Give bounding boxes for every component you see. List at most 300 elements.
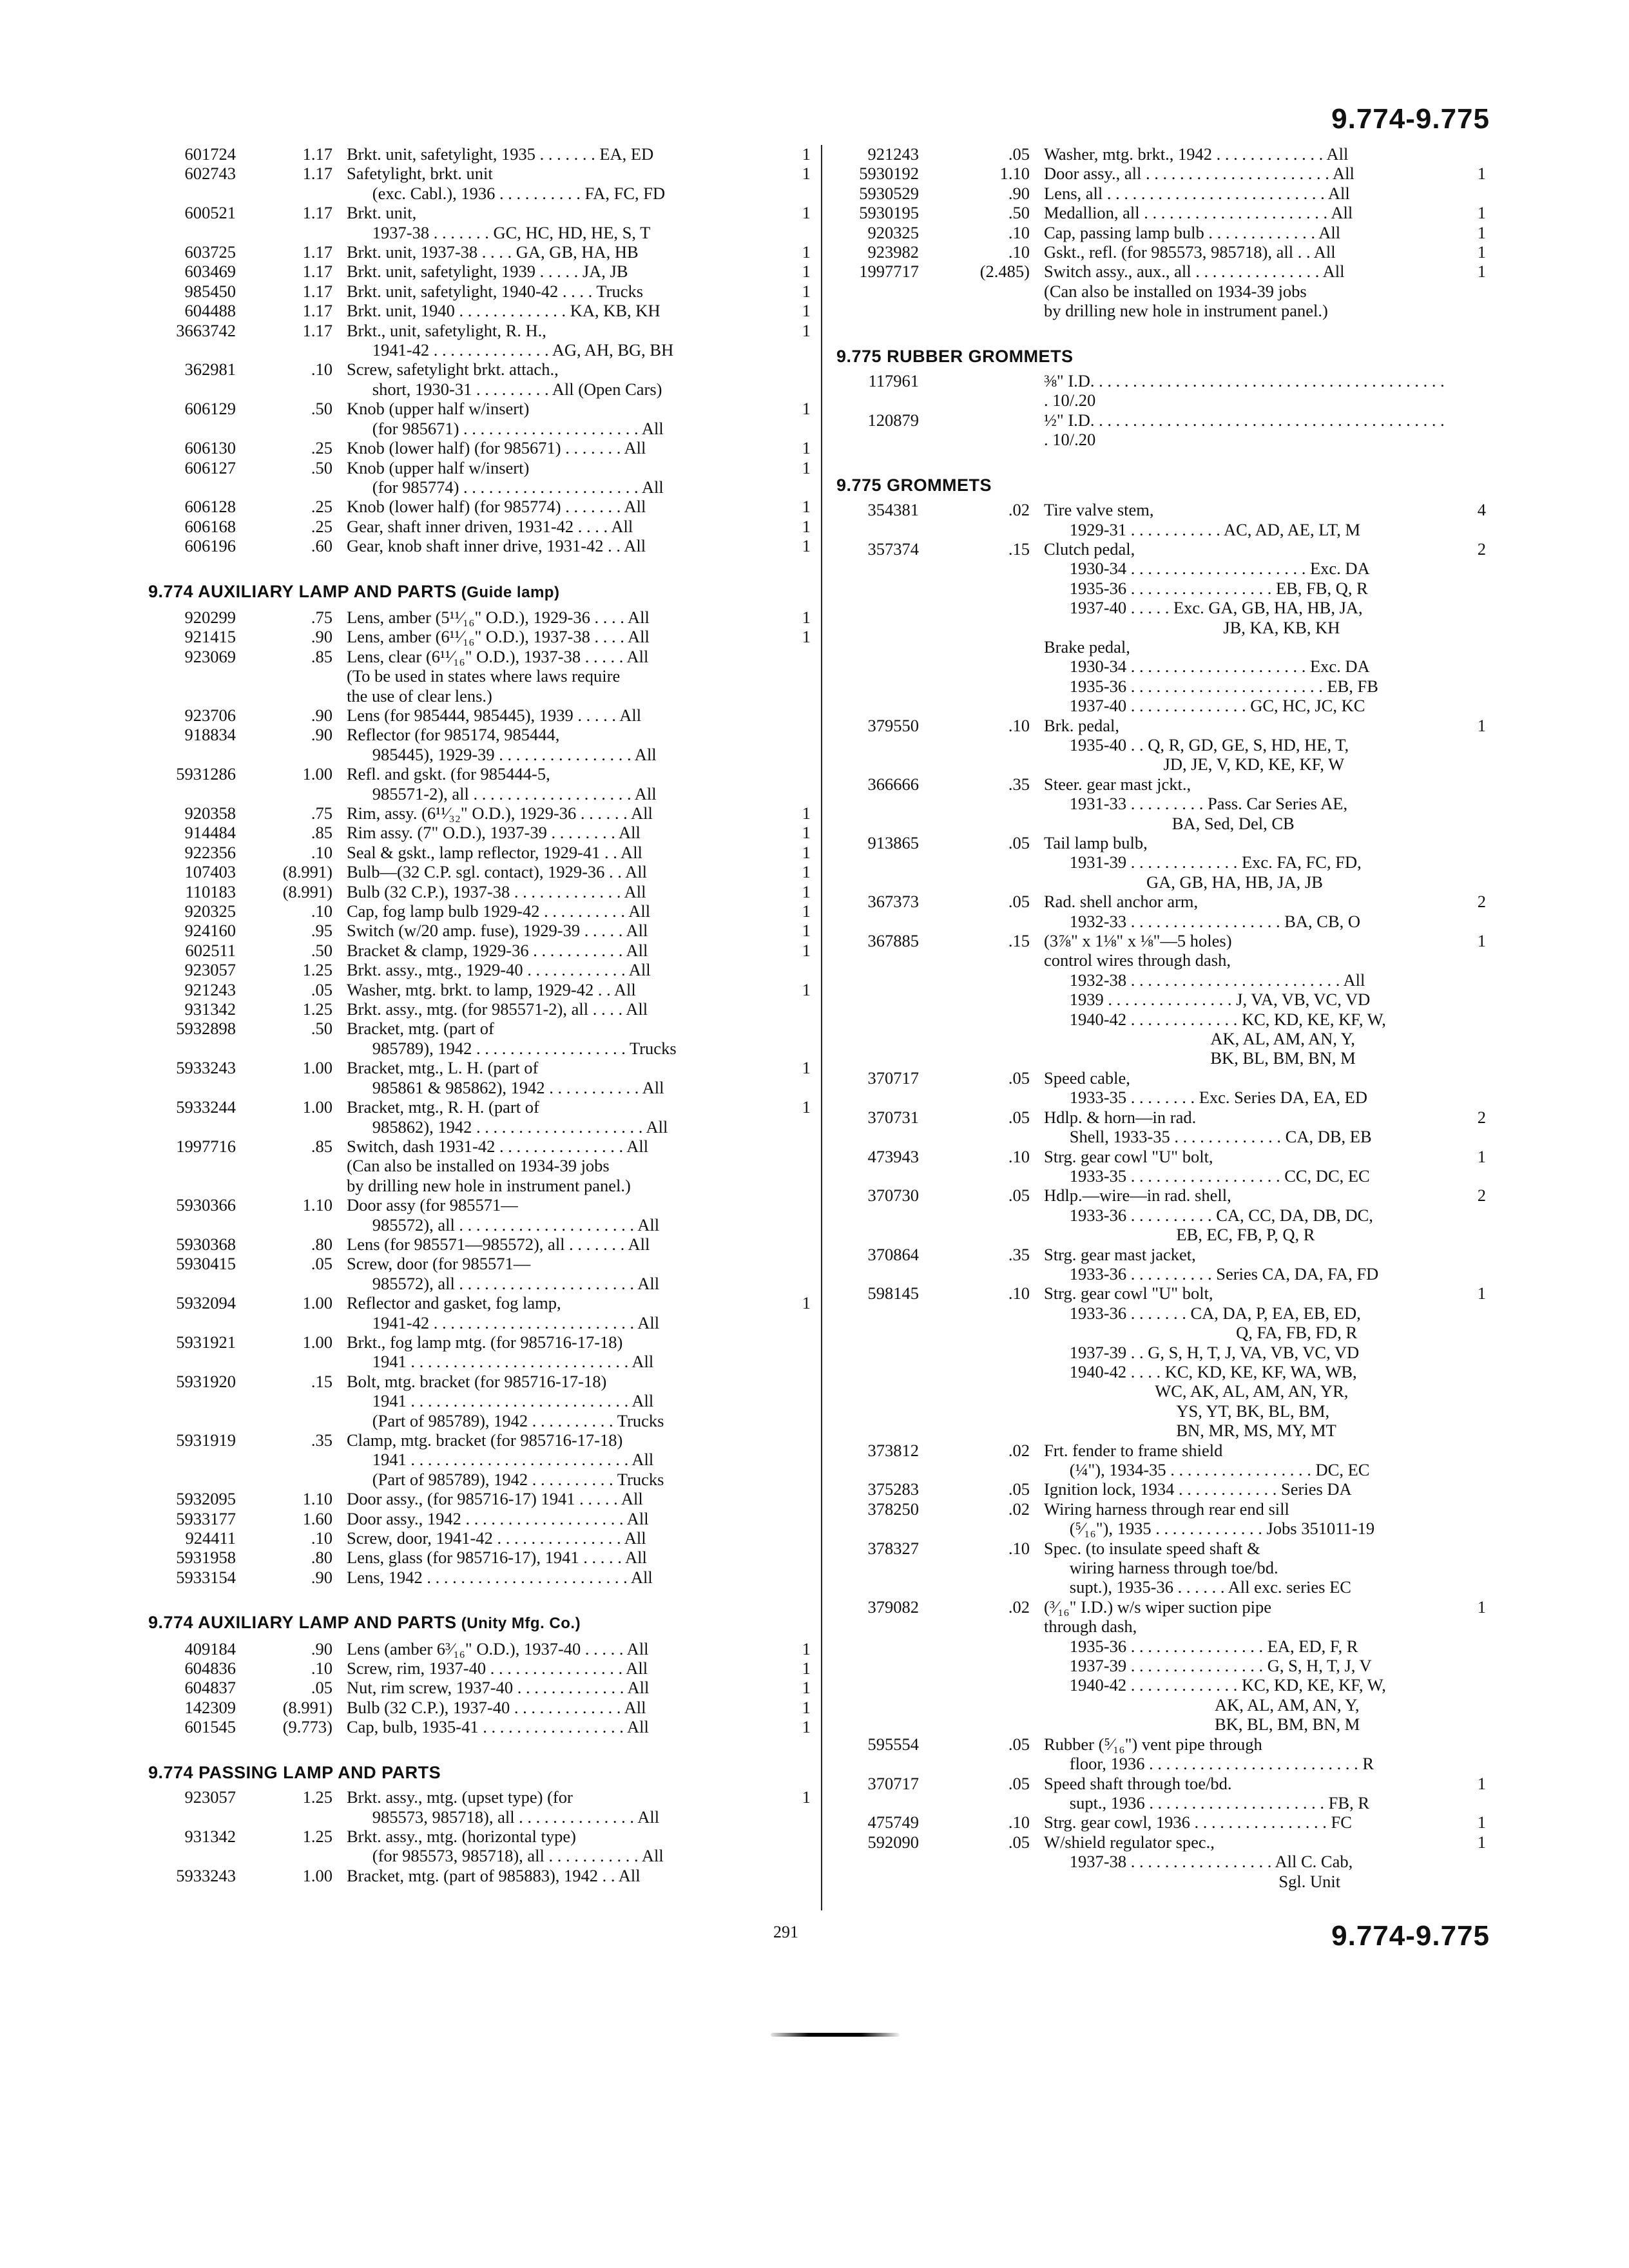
- part-number: 606168: [184, 516, 236, 536]
- page-number: 291: [773, 1923, 798, 1941]
- parts-row: [836, 1441, 1486, 1480]
- part-price: .10: [1008, 1146, 1030, 1166]
- part-price: .85: [311, 646, 333, 666]
- part-description: [333, 1332, 775, 1372]
- part-number: 354381: [867, 500, 919, 520]
- parts-row: [148, 262, 811, 281]
- description-line: 1933-35 . . . . . . . . . . . . . . . . . . CC, DC, EC: [1044, 1166, 1370, 1186]
- description-line: supt., 1936 . . . . . . . . . . . . . . . . . . . . . FB, R: [1044, 1792, 1370, 1812]
- part-description: [333, 321, 775, 360]
- parts-row: [148, 960, 811, 979]
- part-description: [1030, 1441, 1445, 1480]
- parts-row: [148, 497, 811, 516]
- parts-row: [148, 764, 811, 803]
- parts-row: [836, 931, 1486, 1068]
- description-line: (¼"), 1934-35 . . . . . . . . . . . . . . . . . DC, EC: [1044, 1460, 1370, 1479]
- part-number: 107403: [184, 862, 236, 882]
- part-number: 600521: [184, 203, 236, 223]
- description-line: 1937-38 . . . . . . . . . . . . . . . . . All C. Cab,: [1044, 1852, 1353, 1872]
- description-line: Bulb (32 C.P.), 1937-38 . . . . . . . . . . . . . All: [347, 881, 646, 901]
- description-line: 1933-35 . . . . . . . . Exc. Series DA, EA, ED: [1044, 1088, 1367, 1108]
- description-line: YS, YT, BK, BL, BM,: [1044, 1401, 1330, 1421]
- parts-row: [836, 1186, 1486, 1244]
- description-line: Brkt. unit, 1937-38 . . . . GA, GB, HA, HB: [347, 242, 639, 262]
- part-price: .25: [311, 497, 333, 517]
- part-price: .95: [311, 921, 333, 941]
- description-line: 1930-34 . . . . . . . . . . . . . . . . . . . . . Exc. DA: [1044, 559, 1370, 579]
- part-price: .10: [311, 1528, 333, 1548]
- part-price: 1.17: [302, 242, 333, 262]
- parts-row: [148, 203, 811, 242]
- part-price: 1.17: [302, 144, 333, 164]
- part-quantity: 1: [802, 281, 811, 301]
- part-price: .90: [311, 627, 333, 647]
- parts-row: [836, 1774, 1486, 1813]
- part-number: 373812: [867, 1440, 919, 1460]
- parts-row: [148, 882, 811, 901]
- part-description: [1030, 1774, 1445, 1813]
- part-number: 366666: [867, 774, 919, 794]
- part-price: .10: [311, 901, 333, 921]
- section-title: 9.774 PASSING LAMP AND PARTS: [148, 1762, 441, 1782]
- part-description: [1030, 1812, 1445, 1832]
- part-quantity: 1: [802, 301, 811, 321]
- part-price: .35: [311, 1430, 333, 1450]
- part-price: .50: [1008, 203, 1030, 223]
- description-line: (Part of 985789), 1942 . . . . . . . . . . Trucks: [347, 1469, 664, 1489]
- part-description: [333, 921, 775, 940]
- description-line: 1941 . . . . . . . . . . . . . . . . . . . . . . . . . . All: [347, 1391, 654, 1411]
- description-line: 985789), 1942 . . . . . . . . . . . . . . . . . . Trucks: [347, 1038, 677, 1058]
- description-line: GA, GB, HA, HB, JA, JB: [1044, 872, 1323, 892]
- description-line: Brkt. assy., mtg. (upset type) (for: [347, 1787, 573, 1807]
- parts-row: [836, 262, 1486, 320]
- part-description: [333, 1827, 775, 1866]
- description-line: Lens, amber (5¹¹⁄₁₆" O.D.), 1929-36 . . . . All: [347, 607, 650, 627]
- part-quantity: 1: [802, 1097, 811, 1117]
- part-description: [1030, 1147, 1445, 1186]
- part-price: 1.10: [999, 164, 1030, 184]
- part-description: [1030, 1283, 1445, 1440]
- parts-row: [836, 144, 1486, 164]
- part-description: [333, 517, 775, 536]
- description-line: Lens, amber (6¹¹⁄₁₆" O.D.), 1937-38 . . . . All: [347, 627, 650, 647]
- part-number: 5931920: [176, 1371, 236, 1391]
- part-number: 370717: [867, 1773, 919, 1793]
- part-number: 5930529: [859, 183, 919, 203]
- part-description: [1030, 164, 1445, 183]
- section-heading: [836, 347, 1486, 366]
- parts-row: [148, 321, 811, 360]
- part-description: [1030, 1186, 1445, 1244]
- parts-row: [148, 1548, 811, 1567]
- part-description: [1030, 892, 1445, 931]
- part-description: [1030, 1245, 1445, 1284]
- part-number: 367885: [867, 931, 919, 951]
- part-description: [1030, 1735, 1445, 1774]
- part-number: 5933243: [176, 1865, 236, 1885]
- description-line: BK, BL, BM, BN, M: [1044, 1715, 1360, 1735]
- part-description: [333, 497, 775, 516]
- parts-row: [148, 164, 811, 203]
- description-line: Rim assy. (7" O.D.), 1937-39 . . . . . . . . All: [347, 823, 641, 843]
- description-line: Brk. pedal,: [1044, 715, 1120, 735]
- part-quantity: 1: [802, 242, 811, 262]
- part-quantity: 1: [802, 144, 811, 164]
- description-line: 1931-39 . . . . . . . . . . . . . Exc. FA, FC, FD,: [1044, 852, 1362, 872]
- right-column: [836, 144, 1486, 1891]
- part-description: [1030, 500, 1445, 539]
- description-line: Rad. shell anchor arm,: [1044, 892, 1199, 912]
- part-number: 370864: [867, 1244, 919, 1264]
- description-line: Brkt., unit, safetylight, R. H.,: [347, 320, 546, 340]
- column-divider: [821, 145, 822, 1910]
- description-line: 1933-36 . . . . . . . . . . CA, CC, DA, DB, DC,: [1044, 1205, 1373, 1225]
- part-quantity: 1: [1477, 222, 1486, 242]
- part-number: 606196: [184, 536, 236, 556]
- description-line: Shell, 1933-35 . . . . . . . . . . . . . CA, DB, EB: [1044, 1127, 1372, 1147]
- part-quantity: 1: [802, 921, 811, 941]
- part-number: 5933243: [176, 1058, 236, 1078]
- description-line: 1941 . . . . . . . . . . . . . . . . . . . . . . . . . . All: [347, 1450, 654, 1470]
- part-price: .10: [1008, 242, 1030, 262]
- parts-row: [148, 1787, 811, 1827]
- parts-row: [836, 1147, 1486, 1186]
- part-price: .90: [1008, 183, 1030, 203]
- part-price: .05: [1008, 1186, 1030, 1206]
- part-description: [333, 647, 775, 706]
- parts-row: [836, 1735, 1486, 1774]
- part-price: .10: [311, 360, 333, 380]
- parts-row: [148, 1430, 811, 1489]
- description-line: Lens (amber 6³⁄₁₆" O.D.), 1937-40 . . . . . All: [347, 1639, 649, 1658]
- parts-row: [148, 242, 811, 262]
- parts-row: [148, 647, 811, 706]
- description-line: Spec. (to insulate speed shaft &: [1044, 1538, 1260, 1558]
- part-number: 606128: [184, 497, 236, 517]
- section-heading: [148, 1763, 811, 1782]
- part-description: [1030, 774, 1445, 833]
- part-description: [1030, 716, 1445, 774]
- part-number: 921243: [867, 144, 919, 164]
- part-number: 918834: [184, 725, 236, 745]
- part-description: [333, 1717, 775, 1736]
- description-line: Rim, assy. (6¹¹⁄₃₂" O.D.), 1929-36 . . . . . . All: [347, 803, 653, 823]
- parts-row: [148, 438, 811, 457]
- description-line: Refl. and gskt. (for 985444-5,: [347, 764, 550, 784]
- part-description: [1030, 1597, 1445, 1735]
- part-description: [333, 144, 775, 164]
- description-line: 1932-38 . . . . . . . . . . . . . . . . . . . . . . . . . All: [1044, 970, 1365, 990]
- part-price: .15: [1008, 539, 1030, 559]
- part-number: 931342: [184, 1826, 236, 1846]
- part-quantity: 1: [802, 1717, 811, 1737]
- description-line: Door assy., (for 985716-17) 1941 . . . . . All: [347, 1489, 643, 1509]
- part-number: 5931286: [176, 764, 236, 784]
- part-price: .50: [311, 457, 333, 477]
- part-description: [1030, 1499, 1445, 1539]
- part-description: [333, 262, 775, 281]
- part-quantity: 1: [1477, 262, 1486, 282]
- part-number: 924411: [185, 1528, 236, 1548]
- description-line: Door assy., all . . . . . . . . . . . . . . . . . . . . . . All: [1044, 164, 1354, 184]
- part-number: 5932898: [176, 1019, 236, 1039]
- description-line: 1937-38 . . . . . . . GC, HC, HD, HE, S, T: [347, 222, 651, 242]
- part-price: 1.00: [302, 1058, 333, 1078]
- parts-row: [836, 1245, 1486, 1284]
- part-description: [333, 282, 775, 301]
- parts-row: [148, 1137, 811, 1195]
- parts-row: [836, 1832, 1486, 1891]
- part-description: [333, 960, 775, 979]
- part-description: [1030, 242, 1445, 262]
- description-line: (³⁄₁₆" I.D.) w/s wiper suction pipe: [1044, 1597, 1271, 1617]
- part-description: [1030, 144, 1445, 164]
- description-line: Seal & gskt., lamp reflector, 1929-41 . . All: [347, 842, 642, 862]
- part-number: 409184: [184, 1639, 236, 1658]
- parts-row: [148, 725, 811, 764]
- part-description: [333, 458, 775, 497]
- part-description: [333, 1195, 775, 1235]
- description-line: Gskt., refl. (for 985573, 985718), all . . All: [1044, 242, 1336, 262]
- part-quantity: 1: [802, 979, 811, 999]
- description-line: Clutch pedal,: [1044, 539, 1135, 559]
- part-number: 923982: [867, 242, 919, 262]
- description-line: Clamp, mtg. bracket (for 985716-17-18): [347, 1430, 623, 1450]
- description-line: (for 985774) . . . . . . . . . . . . . . . . . . . . . All: [347, 477, 664, 497]
- part-price: .60: [311, 536, 333, 556]
- part-description: [333, 399, 775, 438]
- description-line: Rubber (⁵⁄₁₆") vent pipe through: [1044, 1734, 1262, 1754]
- part-number: 921415: [184, 627, 236, 647]
- description-line: 985572), all . . . . . . . . . . . . . . . . . . . . . All: [347, 1273, 660, 1293]
- description-line: Strg. gear cowl "U" bolt,: [1044, 1146, 1213, 1166]
- part-number: 3663742: [176, 320, 236, 340]
- parts-row: [148, 399, 811, 438]
- part-description: [1030, 223, 1445, 242]
- description-line: 1937-39 . . G, S, H, T, J, VA, VB, VC, VD: [1044, 1342, 1360, 1362]
- part-price: .02: [1008, 500, 1030, 520]
- description-line: Brkt. unit,: [347, 203, 417, 223]
- part-number: 922356: [184, 842, 236, 862]
- part-price: .90: [311, 1567, 333, 1587]
- parts-row: [148, 536, 811, 555]
- part-description: [333, 1137, 775, 1195]
- part-price: .50: [311, 1019, 333, 1039]
- section-subtitle: (Guide lamp): [456, 583, 560, 601]
- description-line: 1937-40 . . . . . Exc. GA, GB, HA, HB, JA,: [1044, 598, 1363, 618]
- part-description: [333, 843, 775, 862]
- part-number: 595554: [867, 1734, 919, 1754]
- description-line: Door assy (for 985571—: [347, 1195, 518, 1215]
- part-price: .80: [311, 1234, 333, 1254]
- part-number: 606129: [184, 399, 236, 419]
- parts-row: [148, 1097, 811, 1137]
- part-description: [333, 1658, 775, 1678]
- description-line: (for 985671) . . . . . . . . . . . . . . . . . . . . . All: [347, 418, 664, 438]
- description-line: (for 985573, 985718), all . . . . . . . . . . . All: [347, 1846, 664, 1866]
- description-line: 1929-31 . . . . . . . . . . . AC, AD, AE, LT, M: [1044, 519, 1361, 539]
- part-quantity: 1: [802, 862, 811, 882]
- description-line: WC, AK, AL, AM, AN, YR,: [1044, 1381, 1349, 1401]
- part-quantity: 1: [802, 438, 811, 458]
- parts-row: [148, 862, 811, 881]
- parts-row: [148, 921, 811, 940]
- part-number: 606130: [184, 438, 236, 458]
- description-line: Knob (upper half w/insert): [347, 399, 530, 419]
- part-price: .90: [311, 705, 333, 725]
- description-line: Washer, mtg. brkt. to lamp, 1929-42 . . All: [347, 979, 636, 999]
- description-line: Tail lamp bulb,: [1044, 833, 1148, 852]
- part-number: 603469: [184, 262, 236, 282]
- description-line: (Can also be installed on 1934-39 jobs: [1044, 281, 1307, 301]
- description-line: Brkt., fog lamp mtg. (for 985716-17-18): [347, 1332, 623, 1352]
- part-number: 5933154: [176, 1567, 236, 1587]
- part-price: .10: [1008, 1283, 1030, 1303]
- part-number: 924160: [184, 921, 236, 941]
- part-number: 914484: [184, 823, 236, 843]
- description-line: Strg. gear cowl "U" bolt,: [1044, 1283, 1213, 1303]
- part-quantity: 1: [802, 1658, 811, 1678]
- part-description: [333, 862, 775, 881]
- part-price: .05: [1008, 833, 1030, 852]
- part-price: 1.00: [302, 1097, 333, 1117]
- description-line: control wires through dash,: [1044, 950, 1231, 970]
- part-price: 1.17: [302, 203, 333, 223]
- parts-row: [148, 1698, 811, 1717]
- part-description: [333, 803, 775, 823]
- part-price: .85: [311, 823, 333, 843]
- part-price: .10: [1008, 1812, 1030, 1832]
- part-quantity: 1: [802, 1787, 811, 1807]
- part-quantity: 1: [802, 164, 811, 184]
- part-description: [333, 1866, 775, 1885]
- description-line: Reflector (for 985174, 985444,: [347, 725, 560, 745]
- description-line: 1930-34 . . . . . . . . . . . . . . . . . . . . . Exc. DA: [1044, 657, 1370, 677]
- parts-row: [148, 1489, 811, 1508]
- description-line: through dash,: [1044, 1617, 1137, 1637]
- part-number: 923069: [184, 646, 236, 666]
- part-description: [333, 301, 775, 320]
- part-number: 5933244: [176, 1097, 236, 1117]
- part-quantity: 1: [802, 497, 811, 517]
- parts-row: [148, 1332, 811, 1372]
- description-line: (To be used in states where laws require: [347, 666, 621, 686]
- parts-row: [148, 1827, 811, 1866]
- parts-row: [148, 1639, 811, 1658]
- part-number: 604836: [184, 1658, 236, 1678]
- part-number: 362981: [184, 360, 236, 380]
- part-number: 604837: [184, 1678, 236, 1698]
- part-price: .05: [1008, 1107, 1030, 1127]
- description-line: Lens, clear (6¹¹⁄₁₆" O.D.), 1937-38 . . . . . All: [347, 646, 649, 666]
- footer-rule: [771, 2033, 900, 2037]
- part-quantity: 1: [802, 607, 811, 627]
- part-description: [1030, 203, 1445, 222]
- part-price: .05: [1008, 1734, 1030, 1754]
- description-line: Brkt. assy., mtg. (horizontal type): [347, 1826, 576, 1846]
- part-quantity: 1: [802, 320, 811, 340]
- part-quantity: 1: [802, 457, 811, 477]
- part-number: 117961: [868, 371, 919, 391]
- description-line: Ignition lock, 1934 . . . . . . . . . . . . Series DA: [1044, 1479, 1352, 1499]
- parts-row: [836, 774, 1486, 833]
- part-number: 375283: [867, 1479, 919, 1499]
- parts-row: [836, 1597, 1486, 1735]
- description-line: Switch (w/20 amp. fuse), 1929-39 . . . . . All: [347, 921, 648, 941]
- part-price: .10: [1008, 222, 1030, 242]
- description-line: Nut, rim screw, 1937-40 . . . . . . . . . . . . . All: [347, 1678, 650, 1698]
- parts-row: [836, 410, 1486, 450]
- parts-row: [148, 803, 811, 823]
- part-price: .02: [1008, 1499, 1030, 1519]
- description-line: 1940-42 . . . . KC, KD, KE, KF, WA, WB,: [1044, 1361, 1357, 1381]
- description-line: Washer, mtg. brkt., 1942 . . . . . . . . . . . . . All: [1044, 144, 1349, 164]
- description-line: Knob (lower half) (for 985671) . . . . . . . All: [347, 438, 646, 458]
- parts-row: [148, 1866, 811, 1885]
- part-number: 5932095: [176, 1489, 236, 1509]
- part-price: .85: [311, 1136, 333, 1156]
- part-number: 923057: [184, 960, 236, 980]
- part-quantity: 1: [1477, 1773, 1486, 1793]
- part-description: [333, 1528, 775, 1548]
- part-price: .10: [311, 1658, 333, 1678]
- parts-row: [148, 1254, 811, 1293]
- description-line: Gear, shaft inner driven, 1931-42 . . . . All: [347, 516, 633, 536]
- part-description: [333, 1019, 775, 1058]
- description-line: Hdlp. & horn—in rad.: [1044, 1107, 1197, 1127]
- part-quantity: 1: [802, 516, 811, 536]
- part-number: 602511: [185, 940, 236, 960]
- part-number: 370717: [867, 1068, 919, 1088]
- parts-row: [836, 1539, 1486, 1597]
- description-line: Brake pedal,: [1044, 637, 1130, 657]
- part-price: .75: [311, 607, 333, 627]
- part-quantity: 1: [802, 1058, 811, 1078]
- parts-row: [148, 301, 811, 320]
- description-line: 1933-36 . . . . . . . . . . Series CA, DA, FA, FD: [1044, 1264, 1379, 1283]
- part-price: 1.17: [302, 262, 333, 282]
- description-line: Knob (lower half) (for 985774) . . . . . . . All: [347, 497, 646, 517]
- part-description: [333, 764, 775, 803]
- page-range-footer: 9.774-9.775: [1331, 1920, 1490, 1952]
- part-number: 923706: [184, 705, 236, 725]
- section-subtitle: (Unity Mfg. Co.): [456, 1615, 581, 1633]
- parts-row: [148, 980, 811, 999]
- part-number: 5930366: [176, 1195, 236, 1215]
- part-description: [333, 823, 775, 842]
- description-line: BN, MR, MS, MY, MT: [1044, 1421, 1336, 1441]
- part-description: [333, 1548, 775, 1567]
- part-description: [333, 1254, 775, 1293]
- description-line: 1940-42 . . . . . . . . . . . . . KC, KD, KE, KF, W,: [1044, 1675, 1386, 1695]
- section-heading: [836, 476, 1486, 495]
- part-price: .90: [311, 725, 333, 745]
- description-line: (⁵⁄₁₆"), 1935 . . . . . . . . . . . . . Jobs 351011-19: [1044, 1519, 1375, 1539]
- description-line: Q, FA, FB, FD, R: [1044, 1323, 1358, 1343]
- parts-row: [836, 1499, 1486, 1539]
- part-quantity: 4: [1477, 500, 1486, 520]
- part-quantity: 1: [802, 1639, 811, 1658]
- part-number: 370730: [867, 1186, 919, 1206]
- description-line: Lens, glass (for 985716-17), 1941 . . . . . All: [347, 1548, 647, 1568]
- part-number: 370731: [867, 1107, 919, 1127]
- description-line: 1935-36 . . . . . . . . . . . . . . . . . EB, FB, Q, R: [1044, 578, 1368, 598]
- part-number: 142309: [184, 1697, 236, 1717]
- part-number: 920325: [867, 222, 919, 242]
- description-line: Bulb—(32 C.P. sgl. contact), 1929-36 . . All: [347, 862, 647, 882]
- parts-row: [148, 1058, 811, 1097]
